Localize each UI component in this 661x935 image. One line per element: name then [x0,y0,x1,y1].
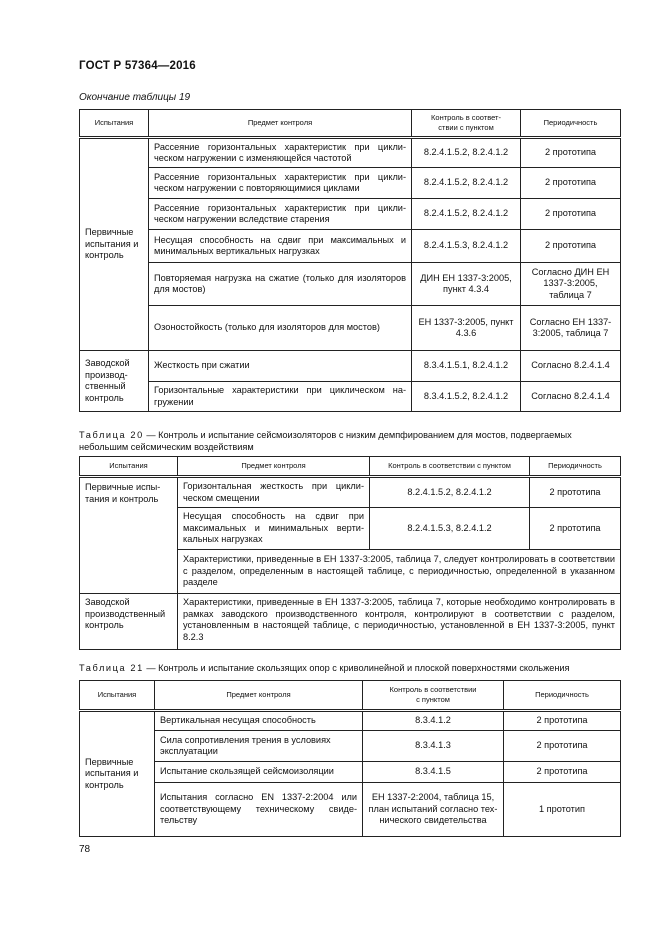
table-cell: Несущая способность на сдвиг при максимальных и минимальных вертикальных нагрузках [178,508,370,550]
table-cell: ДИН ЕН 1337-3:2005, пункт 4.3.4 [412,263,521,306]
table-cell: 8.3.4.1.2 [363,711,504,731]
table21-caption-text: — Контроль и испытание скользящих опор с криволинейной и плоской поверхностями скольжения [143,663,570,673]
table-cell: Жесткость при сжатии [149,351,412,382]
table21 [79,680,621,837]
table-cell: 8.2.4.1.5.3, 8.2.4.1.2 [412,230,521,263]
table20-header-tests: Испытания [80,457,178,477]
table-cell: Согласно ДИН ЕН 1337-3:2005, таблица 7 [521,263,621,306]
table-cell: 8.3.4.1.5.2, 8.2.4.1.2 [412,382,521,412]
table21-header-clause: Контроль в соответствии с пунктом [363,681,504,711]
table-cell: 2 прототипа [530,477,621,508]
table19 [79,109,621,412]
table-cell: Испытание скользящей сейсмоизоляции [155,762,363,783]
table-cell: Несущая способность на сдвиг при максимальных и минимальных вертикальных нагрузках [149,230,412,263]
table-cell: Горизонтальная жесткость при циклическом смещении [178,477,370,508]
table19-group-factory: Заводской производственный контроль [80,351,149,412]
table21-header-tests: Испытания [80,681,155,711]
table-cell: 8.3.4.1.5 [363,762,504,783]
table-cell: Рассеяние горизонтальных характеристик при циклическом нагружении с изменяющейся частотой [149,138,412,168]
table19-header-clause: Контроль в соответ- ствии с пунктом [412,110,521,138]
table-cell: Вертикальная несущая способность [155,711,363,731]
table-cell: Рассеяние горизонтальных характеристик при циклическом нагружении с повторяющимися циклами [149,168,412,199]
table-cell: 2 прототипа [530,508,621,550]
table19-caption: Окончание таблицы 19 [79,92,191,103]
table20 [79,456,621,650]
table-cell: Согласно ЕН 1337-3:2005, таблица 7 [521,306,621,351]
table20-caption-label: Таблица 20 [79,430,144,440]
table21-header-periodicity: Периодичность [504,681,621,711]
table-cell: Испытания согласно EN 1337-2:2004 или соответствующему техническому свидетельству [155,783,363,837]
page-number: 78 [79,844,91,855]
table20-header-clause: Контроль в соответствии с пунктом [370,457,530,477]
document-code: ГОСТ Р 57364—2016 [79,60,196,72]
table-cell: Согласно 8.2.4.1.4 [521,382,621,412]
table20-caption [79,429,619,453]
table-cell: 2 прототипа [521,168,621,199]
table21-caption [79,662,619,674]
table-cell: 2 прототипа [521,138,621,168]
table20-factory-note: Характеристики, приведенные в ЕН 1337-3:2005, таблица 7, которые необходимо контролировать в рамках заводского производственного контроля, контролируют в соответствии с разделом, установленным в настоящей таблице, с периодичностью, установленной в ЕН 1337-3:2005, пункт 8.2.3 [178,594,621,650]
table19-header-tests: Испытания [80,110,149,138]
table-cell: 2 прототипа [504,731,621,762]
table21-caption-label: Таблица 21 [79,663,144,673]
table-cell: Повторяемая нагрузка на сжатие (только для изоляторов для мостов) [149,263,412,306]
table-cell: 8.2.4.1.5.3, 8.2.4.1.2 [370,508,530,550]
table-cell: 2 прототипа [521,199,621,230]
table20-group-primary: Первичные испытания и контроль [80,477,178,594]
table-cell: 2 прототипа [504,762,621,783]
table-cell: Горизонтальные характеристики при циклическом нагружении [149,382,412,412]
table19-header-periodicity: Периодичность [521,110,621,138]
table-cell: 8.2.4.1.5.2, 8.2.4.1.2 [412,168,521,199]
table-cell: Сила сопротивления трения в условиях эксплуатации [155,731,363,762]
table-cell: ЕН 1337-3:2005, пункт 4.3.6 [412,306,521,351]
table20-group-factory: Заводской производственный контроль [80,594,178,650]
table-cell: 2 прототипа [521,230,621,263]
table21-group-primary: Первичные испытания и контроль [80,711,155,837]
table-cell: 8.3.4.1.3 [363,731,504,762]
table19-header-subject: Предмет контроля [149,110,412,138]
table20-caption-text: — Контроль и испытание сейсмоизоляторов с низким демпфированием для мостов, подвергаемых небольшим сейсмическим воздействиям [79,430,572,452]
table-cell: 8.2.4.1.5.2, 8.2.4.1.2 [412,199,521,230]
table-cell: Рассеяние горизонтальных характеристик при циклическом нагружении вследствие старения [149,199,412,230]
table-cell: 2 прототипа [504,711,621,731]
table21-header-subject: Предмет контроля [155,681,363,711]
table-cell: 8.3.4.1.5.1, 8.2.4.1.2 [412,351,521,382]
table19-group-primary: Первичные испытания и контроль [80,138,149,351]
table20-header-periodicity: Периодичность [530,457,621,477]
table-cell: 8.2.4.1.5.2, 8.2.4.1.2 [370,477,530,508]
table-cell: ЕН 1337-2:2004, таблица 15, план испытаний согласно технического свидетельства [363,783,504,837]
table20-primary-note: Характеристики, приведенные в ЕН 1337-3:2005, таблица 7, следует контролировать в соответствии с разделом, определенным в настоящей таблице, с периодичностью, определенной в указанном разделе [178,550,621,594]
table20-header-subject: Предмет контроля [178,457,370,477]
table-cell: 8.2.4.1.5.2, 8.2.4.1.2 [412,138,521,168]
table-cell: Согласно 8.2.4.1.4 [521,351,621,382]
table-cell: 1 прототип [504,783,621,837]
table-cell: Озоностойкость (только для изоляторов для мостов) [149,306,412,351]
